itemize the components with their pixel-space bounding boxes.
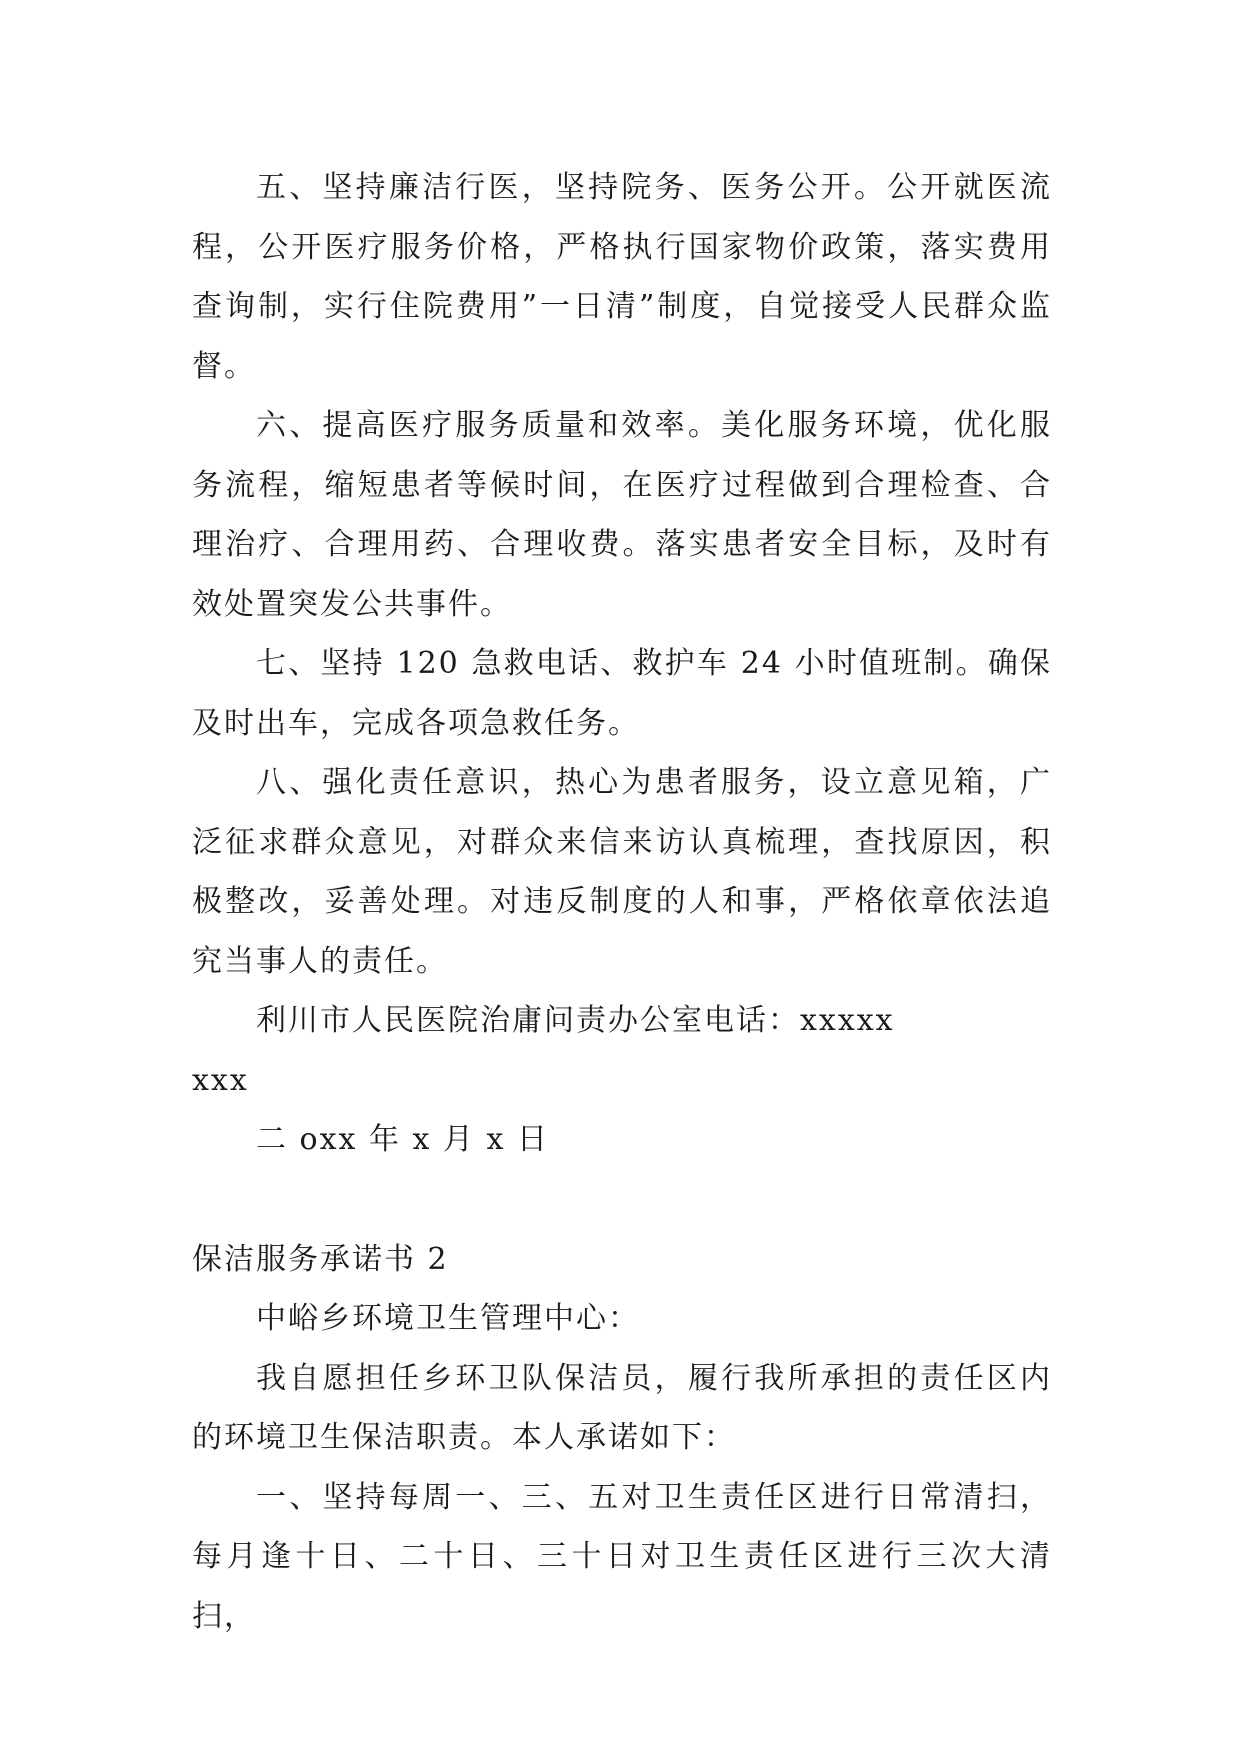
phone-line: 利川市人民医院治庸问责办公室电话：xxxxx xyxy=(256,1003,895,1038)
document-body xyxy=(192,158,1052,1646)
section-title: 保洁服务承诺书 2 xyxy=(192,1241,449,1277)
addressee: 中峪乡环境卫生管理中心： xyxy=(256,1301,640,1336)
section-gap xyxy=(192,1170,1052,1230)
paragraph-item-1: 一、坚持每周一、三、五对卫生责任区进行日常清扫，每月逢十日、二十日、三十日对卫生责任区进行三次大清扫， xyxy=(192,1479,1052,1634)
paragraph-item-6: 六、提高医疗服务质量和效率。美化服务环境，优化服务流程，缩短患者等候时间，在医疗过程做到合理检查、合理治疗、合理用药、合理收费。落实患者安全目标，及时有效处置突发公共事件。 xyxy=(192,408,1052,622)
date-line: 二 oxx 年 x 月 x 日 xyxy=(256,1122,549,1157)
paragraph-item-7: 七、坚持 120 急救电话、救护车 24 小时值班制。确保及时出车，完成各项急救任务。 xyxy=(192,646,1052,741)
phone-line-continuation: xxx xyxy=(192,1062,249,1098)
paragraph-item-5: 五、坚持廉洁行医，坚持院务、医务公开。公开就医流程，公开医疗服务价格，严格执行国家物价政策，落实费用查询制，实行住院费用”一日清”制度，自觉接受人民群众监督。 xyxy=(192,170,1052,384)
paragraph-item-8: 八、强化责任意识，热心为患者服务，设立意见箱，广泛征求群众意见，对群众来信来访认真梳理，查找原因，积极整改，妥善处理。对违反制度的人和事，严格依章依法追究当事人的责任。 xyxy=(192,765,1052,979)
paragraph-intro: 我自愿担任乡环卫队保洁员，履行我所承担的责任区内的环境卫生保洁职责。本人承诺如下： xyxy=(192,1360,1052,1455)
